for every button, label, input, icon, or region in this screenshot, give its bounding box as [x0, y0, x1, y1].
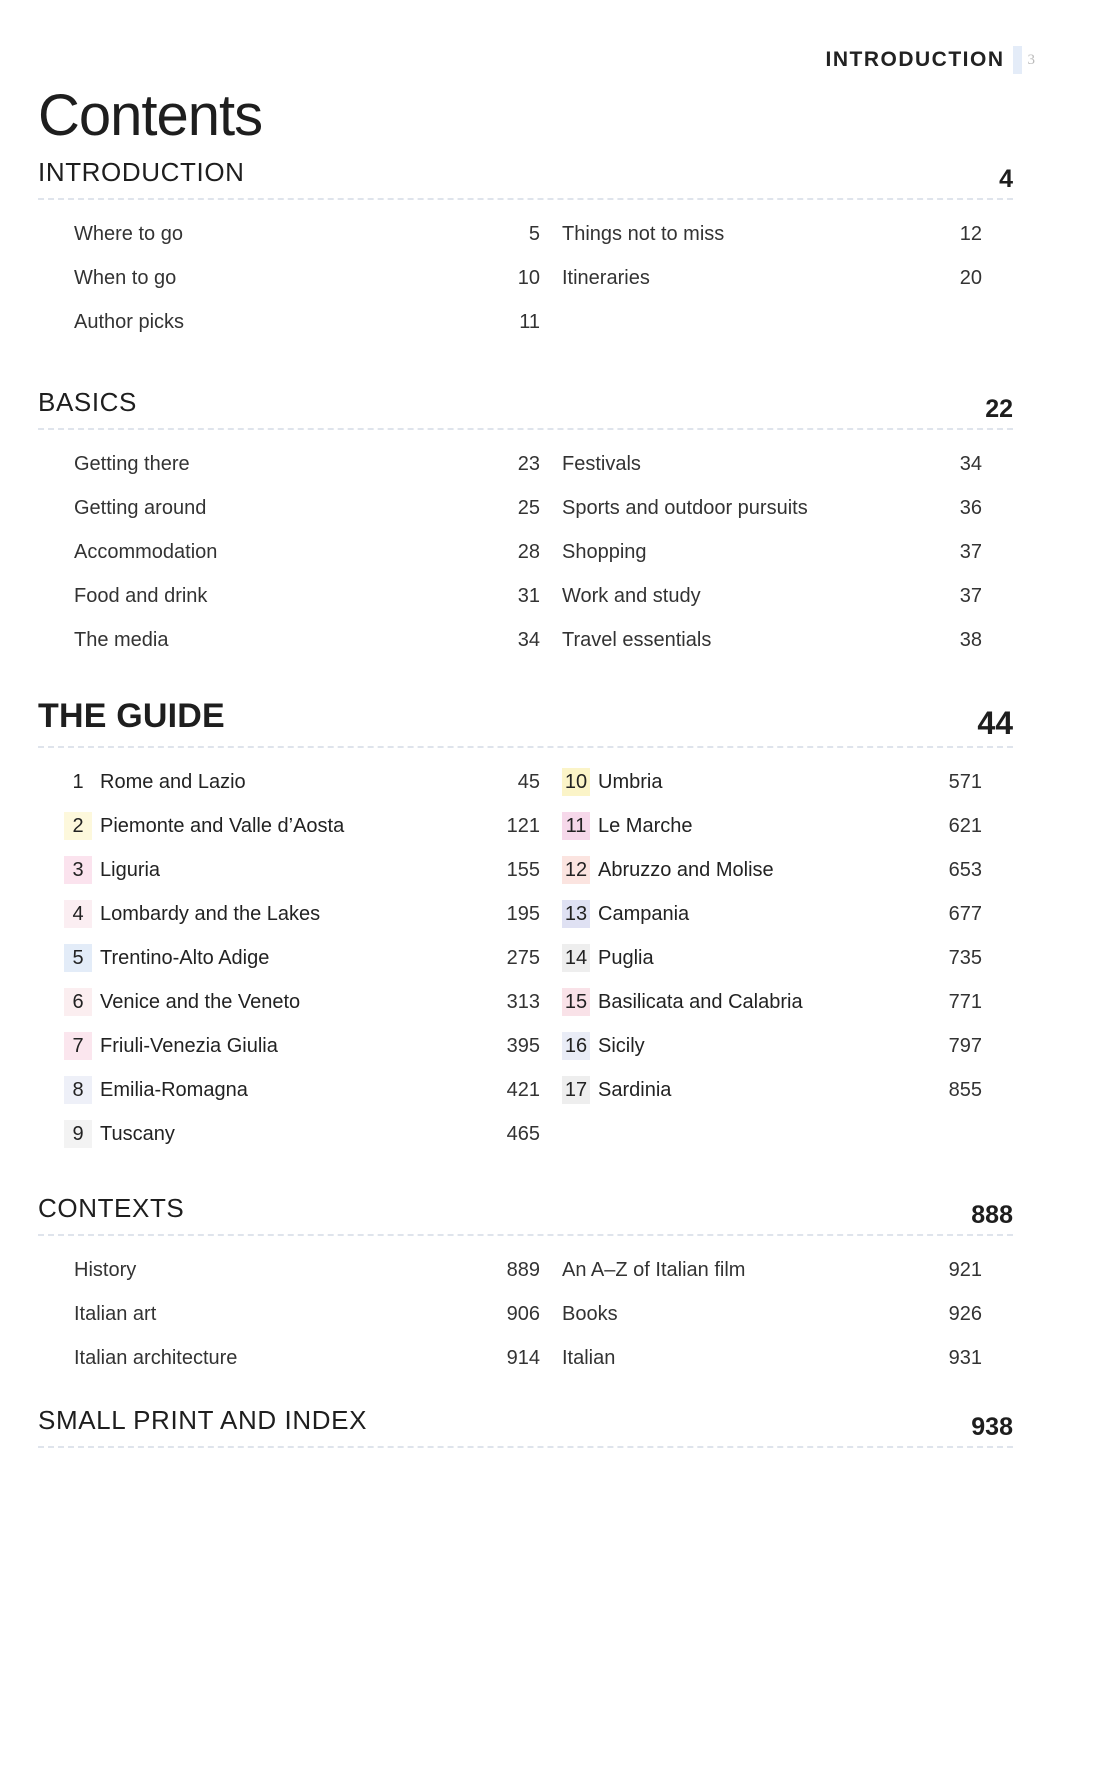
entry-label: Italian architecture	[74, 1346, 238, 1369]
right-column	[562, 760, 982, 1156]
running-head-page-number: 3	[1027, 51, 1035, 68]
toc-entry[interactable]	[74, 1292, 544, 1336]
chapter-page: 677	[948, 902, 982, 925]
entry-label: The media	[74, 628, 169, 651]
chapter-entry[interactable]	[64, 1112, 544, 1156]
entry-page: 906	[506, 1302, 540, 1325]
chapter-entry[interactable]	[562, 936, 982, 980]
chapter-entry[interactable]	[562, 804, 982, 848]
entry-page: 10	[517, 266, 540, 289]
chapter-page: 797	[948, 1034, 982, 1057]
toc-entry[interactable]	[74, 1336, 544, 1380]
chapter-entry[interactable]	[562, 848, 982, 892]
entry-page: 20	[959, 266, 982, 289]
running-head-tab	[1013, 46, 1022, 74]
entry-page: 5	[528, 222, 540, 245]
right-column	[562, 442, 982, 662]
chapter-number: 10	[562, 768, 590, 796]
chapter-label: Piemonte and Valle d’Aosta	[100, 814, 345, 837]
chapter-entry[interactable]	[64, 1024, 544, 1068]
right-column	[562, 212, 982, 344]
chapter-number: 16	[562, 1032, 590, 1060]
chapter-label: Tuscany	[100, 1122, 175, 1145]
section-page[interactable]: 938	[971, 1413, 1013, 1441]
toc-entry[interactable]	[562, 212, 982, 256]
chapter-page: 155	[506, 858, 540, 881]
chapter-entry[interactable]	[64, 936, 544, 980]
entry-label: Accommodation	[74, 540, 218, 563]
section-title[interactable]: CONTEXTS	[38, 1193, 185, 1223]
chapter-page: 313	[506, 990, 540, 1013]
chapter-label: Sardinia	[598, 1078, 672, 1101]
entry-label: History	[74, 1258, 137, 1281]
section-page[interactable]: 888	[971, 1201, 1013, 1229]
chapter-number: 13	[562, 900, 590, 928]
chapter-entry[interactable]	[562, 1024, 982, 1068]
toc-entry[interactable]	[74, 618, 544, 662]
chapter-entry[interactable]	[64, 892, 544, 936]
chapter-page: 855	[948, 1078, 982, 1101]
toc-entry[interactable]	[562, 618, 982, 662]
chapter-label: Friuli-Venezia Giulia	[100, 1034, 278, 1057]
entry-label: Food and drink	[74, 584, 208, 607]
entry-page: 34	[517, 628, 540, 651]
chapter-page: 653	[948, 858, 982, 881]
toc-entry[interactable]	[74, 256, 544, 300]
entry-label: Sports and outdoor pursuits	[562, 496, 808, 519]
chapter-entry[interactable]	[64, 804, 544, 848]
chapter-label: Le Marche	[598, 814, 693, 837]
section-title[interactable]: BASICS	[38, 387, 137, 417]
chapter-number: 7	[64, 1032, 92, 1060]
chapter-number: 17	[562, 1076, 590, 1104]
entry-label: Itineraries	[562, 266, 650, 289]
chapter-label: Emilia-Romagna	[100, 1078, 248, 1101]
chapter-entry[interactable]	[64, 760, 544, 804]
toc-entry[interactable]	[562, 486, 982, 530]
chapter-page: 571	[948, 770, 982, 793]
entry-page: 28	[517, 540, 540, 563]
chapter-page: 735	[948, 946, 982, 969]
page-title: Contents	[38, 83, 263, 148]
chapter-number: 5	[64, 944, 92, 972]
chapter-label: Venice and the Veneto	[100, 990, 301, 1013]
chapter-label: Rome and Lazio	[100, 770, 246, 793]
section-title[interactable]: SMALL PRINT AND INDEX	[38, 1405, 368, 1435]
chapter-entry[interactable]	[562, 980, 982, 1024]
entry-page: 34	[959, 452, 982, 475]
entry-label: An A–Z of Italian film	[562, 1258, 746, 1281]
entry-page: 36	[959, 496, 982, 519]
chapter-label: Puglia	[598, 946, 654, 969]
chapter-number: 11	[562, 812, 590, 840]
section-page[interactable]: 22	[985, 395, 1013, 423]
chapter-entry[interactable]	[562, 1068, 982, 1112]
entry-label: Where to go	[74, 222, 183, 245]
entry-label: Books	[562, 1302, 618, 1325]
chapter-page: 395	[506, 1034, 540, 1057]
chapter-label: Basilicata and Calabria	[598, 990, 803, 1013]
chapter-number: 6	[64, 988, 92, 1016]
toc-entry[interactable]	[74, 486, 544, 530]
chapter-number: 8	[64, 1076, 92, 1104]
chapter-number: 1	[64, 768, 92, 796]
chapter-number: 12	[562, 856, 590, 884]
chapter-page: 275	[506, 946, 540, 969]
toc-entry[interactable]	[562, 574, 982, 618]
chapter-entry[interactable]	[64, 980, 544, 1024]
chapter-number: 3	[64, 856, 92, 884]
chapter-page: 465	[506, 1122, 540, 1145]
chapter-label: Campania	[598, 902, 690, 925]
toc-entry[interactable]	[74, 1248, 544, 1292]
chapter-entry[interactable]	[64, 1068, 544, 1112]
toc-entry[interactable]	[562, 530, 982, 574]
entry-label: Getting around	[74, 496, 207, 519]
section-introduction	[38, 150, 1013, 344]
entry-page: 23	[517, 452, 540, 475]
chapter-entry[interactable]	[562, 760, 982, 804]
chapter-number: 14	[562, 944, 590, 972]
entry-label: Work and study	[562, 584, 701, 607]
running-head	[826, 46, 1036, 74]
left-column	[74, 212, 544, 344]
chapter-label: Sicily	[598, 1034, 645, 1057]
chapter-page: 195	[506, 902, 540, 925]
section-the-guide	[38, 690, 1013, 1156]
entry-page: 889	[506, 1258, 540, 1281]
section-page[interactable]: 44	[977, 705, 1013, 741]
section-title[interactable]: THE GUIDE	[38, 697, 225, 735]
section-title[interactable]: INTRODUCTION	[38, 157, 245, 187]
toc-entry[interactable]	[562, 1248, 982, 1292]
toc-entry[interactable]	[74, 530, 544, 574]
entry-label: Festivals	[562, 452, 641, 475]
chapter-number: 15	[562, 988, 590, 1016]
chapter-page: 121	[506, 814, 540, 837]
chapter-entry[interactable]	[562, 892, 982, 936]
entry-page: 38	[959, 628, 982, 651]
section-small-print-and-index	[38, 1398, 1013, 1448]
left-column	[64, 760, 544, 1156]
chapter-page: 421	[506, 1078, 540, 1101]
entry-label: When to go	[74, 266, 177, 289]
chapter-number: 9	[64, 1120, 92, 1148]
entry-label: Travel essentials	[562, 628, 712, 651]
entry-page: 931	[948, 1346, 982, 1369]
chapter-number: 2	[64, 812, 92, 840]
toc-entry[interactable]	[74, 212, 544, 256]
left-column	[74, 442, 544, 662]
chapter-label: Trentino-Alto Adige	[100, 946, 270, 969]
toc-entry[interactable]	[562, 256, 982, 300]
right-column	[562, 1248, 982, 1380]
chapter-label: Abruzzo and Molise	[598, 858, 774, 881]
chapter-page: 621	[948, 814, 982, 837]
entry-page: 37	[959, 540, 982, 563]
entry-page: 25	[517, 496, 540, 519]
entry-page: 921	[948, 1258, 982, 1281]
chapter-label: Liguria	[100, 858, 161, 881]
toc-entry[interactable]	[562, 442, 982, 486]
left-column	[74, 1248, 544, 1380]
entry-page: 12	[959, 222, 982, 245]
section-contexts	[38, 1186, 1013, 1380]
section-rule	[38, 1446, 1013, 1448]
toc-entry[interactable]	[74, 442, 544, 486]
chapter-number: 4	[64, 900, 92, 928]
entry-label: Italian	[562, 1346, 616, 1369]
entry-label: Things not to miss	[562, 222, 725, 245]
toc-entry[interactable]	[562, 1336, 982, 1380]
entry-page: 31	[517, 584, 540, 607]
section-basics	[38, 380, 1013, 662]
entry-page: 926	[948, 1302, 982, 1325]
section-page[interactable]: 4	[999, 165, 1013, 193]
toc-entry[interactable]	[74, 300, 544, 344]
entry-label: Shopping	[562, 540, 647, 563]
toc-entry[interactable]	[562, 1292, 982, 1336]
chapter-page: 45	[517, 770, 540, 793]
chapter-label: Lombardy and the Lakes	[100, 902, 321, 925]
chapter-page: 771	[948, 990, 982, 1013]
chapter-label: Umbria	[598, 770, 663, 793]
entry-label: Author picks	[74, 310, 185, 333]
entry-label: Italian art	[74, 1302, 157, 1325]
entry-page: 914	[506, 1346, 540, 1369]
entry-label: Getting there	[74, 452, 190, 475]
entry-page: 37	[959, 584, 982, 607]
running-head-label: INTRODUCTION	[825, 48, 1005, 71]
toc-entry[interactable]	[74, 574, 544, 618]
entry-page: 11	[519, 310, 540, 333]
chapter-entry[interactable]	[64, 848, 544, 892]
